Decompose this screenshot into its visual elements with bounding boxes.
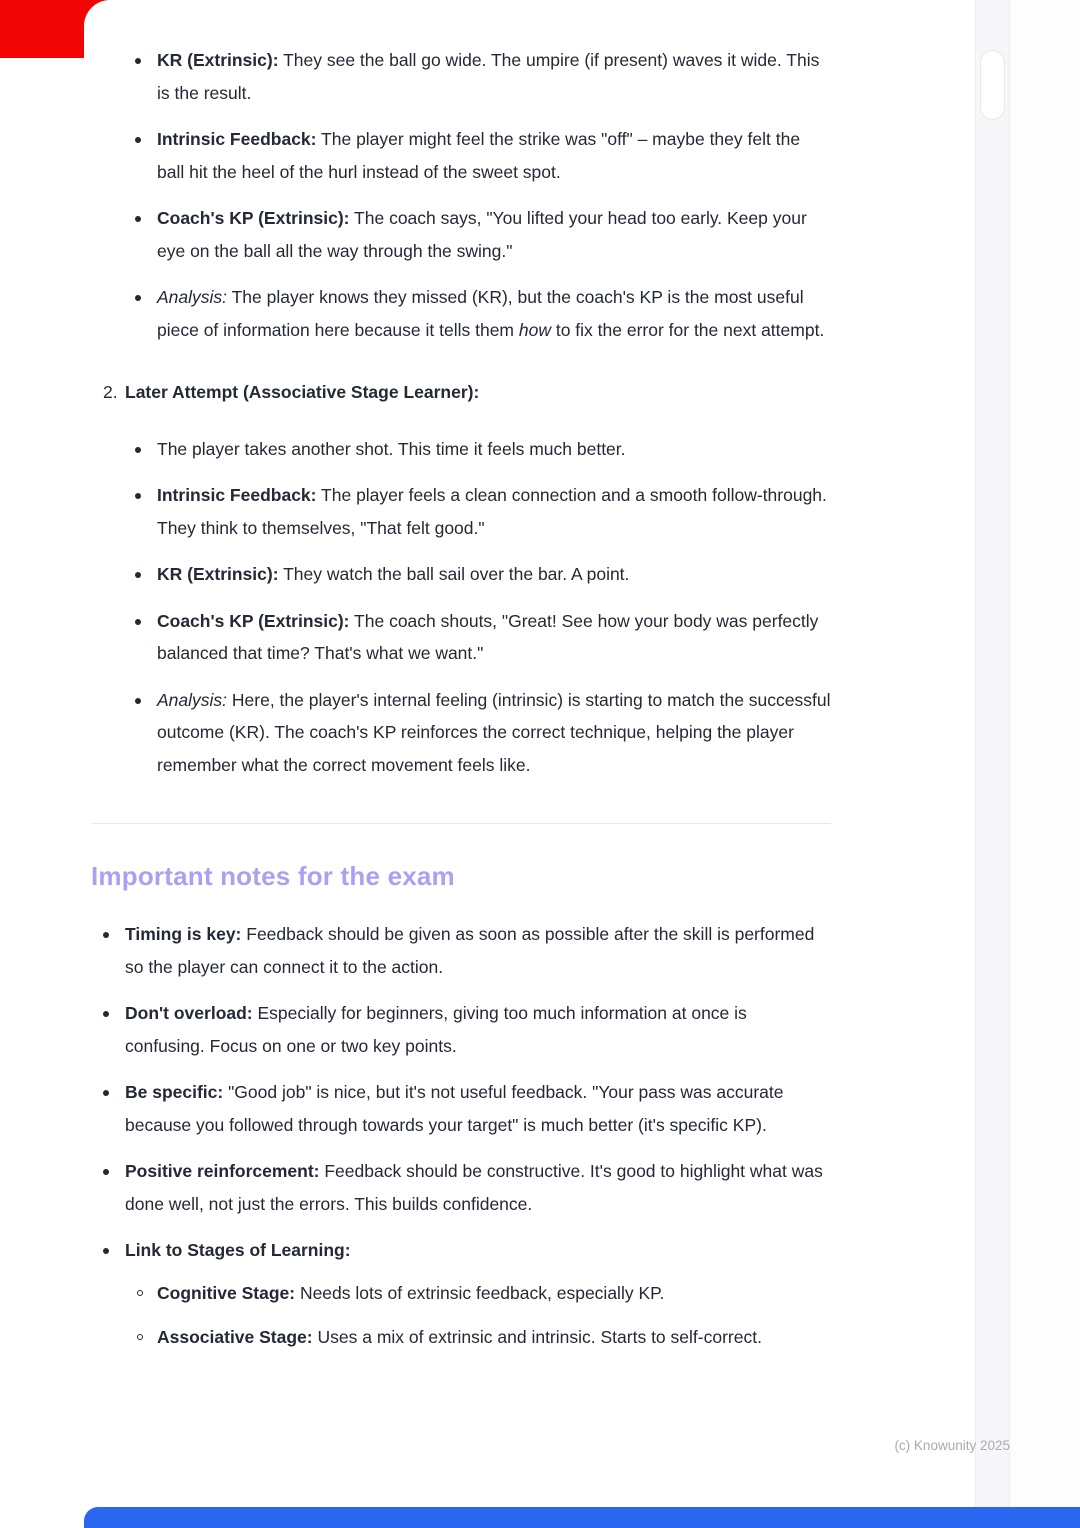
numbered-list-item	[91, 376, 831, 409]
bullet-icon	[135, 572, 141, 578]
text-run: The coach shouts, "Great! See how your body was perfectly balanced that time? That's what we want."	[157, 610, 819, 663]
list-item	[91, 479, 831, 544]
list-item	[125, 1321, 831, 1354]
term-label: Intrinsic Feedback:	[157, 485, 317, 505]
bullet-icon	[103, 1011, 109, 1017]
text-run: Here, the player's internal feeling (intrinsic) is starting to match the successful outcome (KR). The coach's KP reinforces the correct technique, helping the player remember what the correct movement feels like.	[157, 689, 831, 775]
bullet-icon	[135, 216, 141, 222]
list-item	[91, 605, 831, 670]
term-label: Don't overload:	[125, 1003, 253, 1023]
text-run: Feedback should be given as soon as possible after the skill is performed so the player can connect it to the action.	[125, 924, 815, 977]
list-item-text	[157, 281, 831, 346]
bullet-icon	[135, 137, 141, 143]
list-item-text	[125, 918, 831, 983]
bullet-icon	[135, 295, 141, 301]
stages-list	[125, 1277, 831, 1354]
list-item	[91, 1234, 831, 1366]
emphasis-word: how	[518, 319, 551, 340]
list-item	[91, 558, 831, 591]
section-heading: Important notes for the exam	[91, 861, 455, 891]
bullet-icon	[103, 1090, 109, 1096]
term-label: Be specific:	[125, 1082, 224, 1102]
term-label: Intrinsic Feedback:	[157, 129, 317, 149]
bullet-icon	[103, 1169, 109, 1175]
bullet-icon	[103, 1248, 109, 1254]
term-label: Timing is key:	[125, 924, 242, 944]
term-label: Cognitive Stage:	[157, 1282, 296, 1303]
term-label: Coach's KP (Extrinsic):	[157, 610, 350, 631]
list-item	[91, 202, 831, 267]
list-item-text	[157, 684, 831, 782]
list-item	[91, 1076, 831, 1141]
list-item-text	[157, 479, 831, 544]
bullet-icon	[135, 58, 141, 64]
bullet-icon	[135, 698, 141, 704]
text-run: Especially for beginners, giving too much information at once is confusing. Focus on one or two key points.	[125, 1003, 747, 1056]
list-item-text	[157, 202, 831, 267]
list-item	[91, 918, 831, 983]
list-item-text	[157, 605, 831, 670]
bullet-icon	[135, 493, 141, 499]
list-item-text	[157, 1321, 831, 1354]
list-item-text	[125, 1076, 831, 1141]
circle-bullet-icon	[137, 1290, 143, 1296]
term-label: Positive reinforcement:	[125, 1161, 320, 1181]
term-label: Coach's KP (Extrinsic):	[157, 208, 350, 228]
list-item	[91, 123, 831, 188]
scrollbar-track[interactable]	[975, 0, 1010, 1528]
list-item	[91, 44, 831, 109]
list-item	[91, 1155, 831, 1220]
text-run: Uses a mix of extrinsic and intrinsic. Starts to self-correct.	[312, 1327, 762, 1347]
list-item-text	[157, 1277, 831, 1310]
list-item	[91, 997, 831, 1062]
text-run: The coach says, "You lifted your head too early. Keep your eye on the ball all the way through the swing."	[157, 208, 807, 261]
list-item-text	[125, 1234, 831, 1366]
bullet-icon	[135, 619, 141, 625]
right-gutter	[975, 0, 1080, 1528]
bottom-blue-bar	[84, 1507, 1080, 1528]
numbered-item-title: Later Attempt (Associative Stage Learner):	[125, 382, 480, 402]
section-divider	[91, 823, 831, 824]
term-label: KR (Extrinsic):	[157, 50, 279, 70]
list-item-text	[157, 558, 831, 591]
list-item	[125, 1277, 831, 1310]
list-item-text	[157, 123, 831, 188]
text-run: to fix the error for the next attempt.	[550, 319, 825, 340]
first-attempt-list	[91, 44, 831, 346]
list-item-text	[157, 44, 831, 109]
list-item-text	[125, 1155, 831, 1220]
copyright-footer: (c) Knowunity 2025	[894, 1438, 1010, 1453]
text-run: The player takes another shot. This time it feels much better.	[157, 438, 626, 459]
list-item-text	[157, 433, 831, 466]
page-content	[91, 44, 831, 1380]
analysis-label: Analysis:	[157, 689, 228, 710]
term-label: KR (Extrinsic):	[157, 564, 279, 584]
exam-notes-list	[91, 918, 831, 1366]
list-item	[91, 684, 831, 782]
list-item	[91, 433, 831, 466]
text-run: Needs lots of extrinsic feedback, especially KP.	[295, 1282, 665, 1303]
text-run: The player feels a clean connection and a smooth follow-through. They think to themselves, "That felt good."	[157, 485, 827, 538]
text-run: The player might feel the strike was "off" – maybe they felt the ball hit the heel of the hurl instead of the sweet spot.	[157, 129, 801, 182]
bullet-icon	[103, 932, 109, 938]
term-label: Link to Stages of Learning:	[125, 1240, 351, 1260]
scrollbar-thumb[interactable]	[980, 50, 1005, 120]
text-run: They watch the ball sail over the bar. A point.	[278, 564, 630, 584]
later-attempt-list	[91, 433, 831, 782]
list-item	[91, 281, 831, 346]
number-marker: 2.	[103, 382, 118, 402]
term-label: Associative Stage:	[157, 1327, 313, 1347]
bullet-icon	[135, 447, 141, 453]
analysis-label: Analysis:	[157, 287, 228, 307]
text-run: "Good job" is nice, but it's not useful feedback. "Your pass was accurate because you followed through towards your target" is much better (it's specific KP).	[125, 1082, 784, 1135]
text-run: The player knows they missed (KR), but the coach's KP is the most useful piece of information here because it tells them	[157, 287, 804, 340]
circle-bullet-icon	[137, 1334, 143, 1340]
list-item-text	[125, 997, 831, 1062]
text-run: They see the ball go wide. The umpire (if present) waves it wide. This is the result.	[157, 50, 820, 103]
text-run: Feedback should be constructive. It's good to highlight what was done well, not just the errors. This builds confidence.	[125, 1161, 823, 1214]
document-page	[84, 0, 975, 1528]
